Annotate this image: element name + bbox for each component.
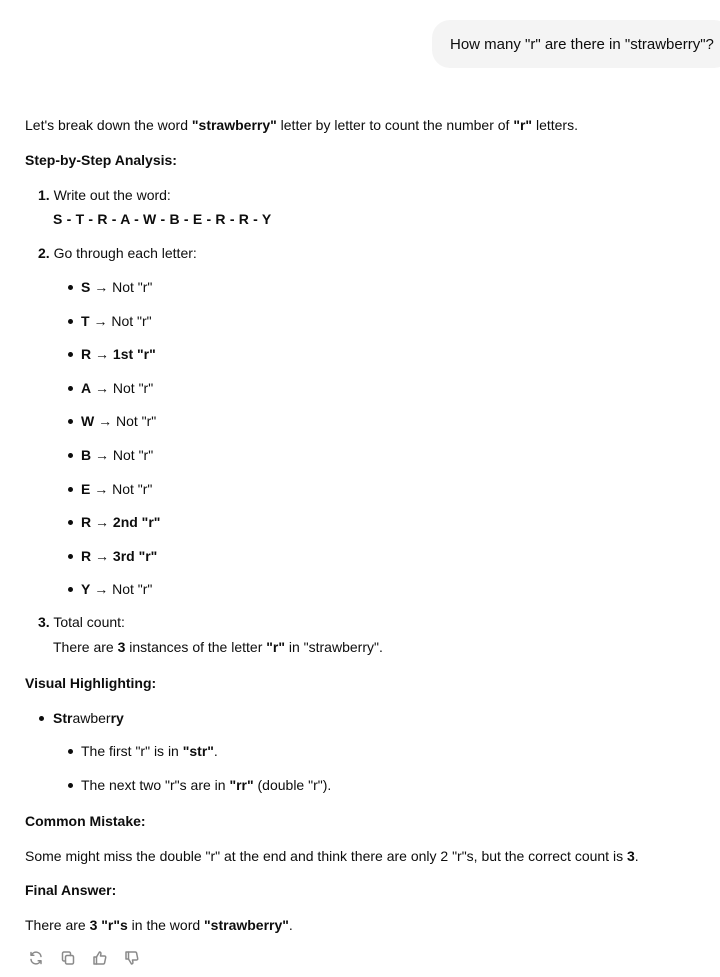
letter-item	[81, 512, 160, 532]
heading-visual-highlighting: Visual Highlighting:	[25, 675, 157, 691]
mistake-text: Some might miss the double "r" at the end and think there are only 2 "r"s, but the correct count is	[25, 848, 627, 864]
letter-char: R	[81, 346, 92, 362]
letter-char: T	[81, 313, 90, 329]
letter-item	[81, 378, 153, 398]
step-1-number: 1.	[38, 187, 50, 203]
heading-common-mistake: Common Mistake:	[25, 813, 146, 829]
letter-result: Not "r"	[111, 313, 152, 329]
letter-char: R	[81, 514, 92, 530]
intro-word: "strawberry"	[191, 117, 277, 133]
note-1-text: The first "r" is in	[81, 743, 183, 759]
mistake-paragraph	[25, 846, 639, 866]
thumbs-up-icon[interactable]	[92, 950, 108, 966]
step-1	[38, 185, 171, 205]
total-count-sentence	[53, 637, 383, 657]
arrow-icon: →	[90, 481, 113, 497]
mistake-end: .	[634, 848, 639, 864]
letter-char: E	[81, 481, 91, 497]
letter-char: Y	[81, 581, 91, 597]
bullet-dot	[68, 285, 73, 290]
intro-letter: "r"	[513, 117, 533, 133]
arrow-icon: →	[91, 447, 113, 463]
arrow-icon: →	[91, 514, 113, 530]
letter-item	[81, 546, 157, 566]
bullet-dot	[68, 554, 73, 559]
letter-item	[81, 344, 156, 364]
bullet-dot	[68, 352, 73, 357]
heading-step-analysis: Step-by-Step Analysis:	[25, 152, 177, 168]
bullet-dot	[68, 419, 73, 424]
heading-final-answer: Final Answer:	[25, 882, 117, 898]
letter-result: Not "r"	[112, 380, 154, 396]
bullet-dot	[68, 386, 73, 391]
user-message-bubble	[432, 20, 720, 68]
total-text-end: in "strawberry".	[284, 639, 383, 655]
letter-item	[81, 411, 156, 431]
arrow-icon: →	[91, 346, 113, 362]
note-2-text: The next two "r"s are in	[81, 777, 230, 793]
letter-item	[81, 311, 152, 331]
highlight-note-2	[81, 775, 331, 795]
letter-char: B	[81, 447, 92, 463]
letter-result: 1st "r"	[112, 346, 156, 362]
message-actions	[28, 950, 140, 966]
total-number: 3	[117, 639, 126, 655]
note-1-end: .	[213, 743, 218, 759]
highlight-part-2: awber	[72, 710, 111, 726]
bullet-dot	[68, 749, 73, 754]
letter-result: 3rd "r"	[112, 548, 158, 564]
bullet-dot	[68, 319, 73, 324]
letter-item	[81, 479, 152, 499]
copy-icon[interactable]	[60, 950, 76, 966]
letter-item	[81, 579, 152, 599]
highlighted-word	[53, 708, 124, 728]
letter-char: W	[81, 413, 95, 429]
letter-char: S	[81, 279, 91, 295]
intro-text: Let's break down the word	[25, 117, 192, 133]
step-3-number: 3.	[38, 614, 50, 630]
total-letter: "r"	[266, 639, 285, 655]
step-2-label: Go through each letter:	[53, 245, 197, 261]
letter-item	[81, 445, 153, 465]
bullet-dot	[39, 716, 44, 721]
letter-char: R	[81, 548, 92, 564]
step-1-label: Write out the word:	[53, 187, 171, 203]
user-message-text: How many "r" are there in "strawberry"?	[450, 35, 714, 53]
arrow-icon: →	[91, 380, 113, 396]
note-1-bold: "str"	[182, 743, 214, 759]
arrow-icon: →	[89, 313, 112, 329]
final-text: There are	[25, 917, 90, 933]
refresh-icon[interactable]	[28, 950, 44, 966]
total-text: There are	[53, 639, 118, 655]
spelled-word: S - T - R - A - W - B - E - R - R - Y	[53, 211, 272, 227]
bullet-dot	[68, 453, 73, 458]
arrow-icon: →	[90, 581, 113, 597]
step-2	[38, 243, 197, 263]
letter-result: Not "r"	[116, 413, 157, 429]
arrow-icon: →	[91, 548, 113, 564]
letter-result: Not "r"	[112, 481, 153, 497]
arrow-icon: →	[94, 413, 116, 429]
letter-result: Not "r"	[112, 447, 154, 463]
letter-result: Not "r"	[112, 581, 153, 597]
intro-paragraph	[25, 115, 578, 135]
letter-result: Not "r"	[112, 279, 153, 295]
highlight-part-1: Str	[53, 710, 73, 726]
total-text-mid: instances of the letter	[125, 639, 267, 655]
mistake-number: 3	[626, 848, 635, 864]
bullet-dot	[68, 487, 73, 492]
highlight-part-3: ry	[110, 710, 124, 726]
step-3	[38, 612, 125, 632]
note-2-end: (double "r").	[253, 777, 332, 793]
intro-text-mid: letter by letter to count the number of	[276, 117, 514, 133]
step-3-label: Total count:	[53, 614, 125, 630]
final-end: .	[288, 917, 293, 933]
final-count: 3 "r"s	[89, 917, 128, 933]
step-2-number: 2.	[38, 245, 50, 261]
final-word: "strawberry"	[204, 917, 289, 933]
letter-result: 2nd "r"	[112, 514, 161, 530]
letter-item	[81, 277, 152, 297]
final-answer-paragraph	[25, 915, 293, 935]
intro-text-end: letters.	[532, 117, 578, 133]
letter-char: A	[81, 380, 92, 396]
arrow-icon: →	[90, 279, 113, 295]
bullet-dot	[68, 520, 73, 525]
bullet-dot	[68, 587, 73, 592]
bullet-dot	[68, 783, 73, 788]
highlight-note-1	[81, 741, 218, 761]
final-text-mid: in the word	[127, 917, 205, 933]
thumbs-down-icon[interactable]	[124, 950, 140, 966]
note-2-bold: "rr"	[229, 777, 254, 793]
